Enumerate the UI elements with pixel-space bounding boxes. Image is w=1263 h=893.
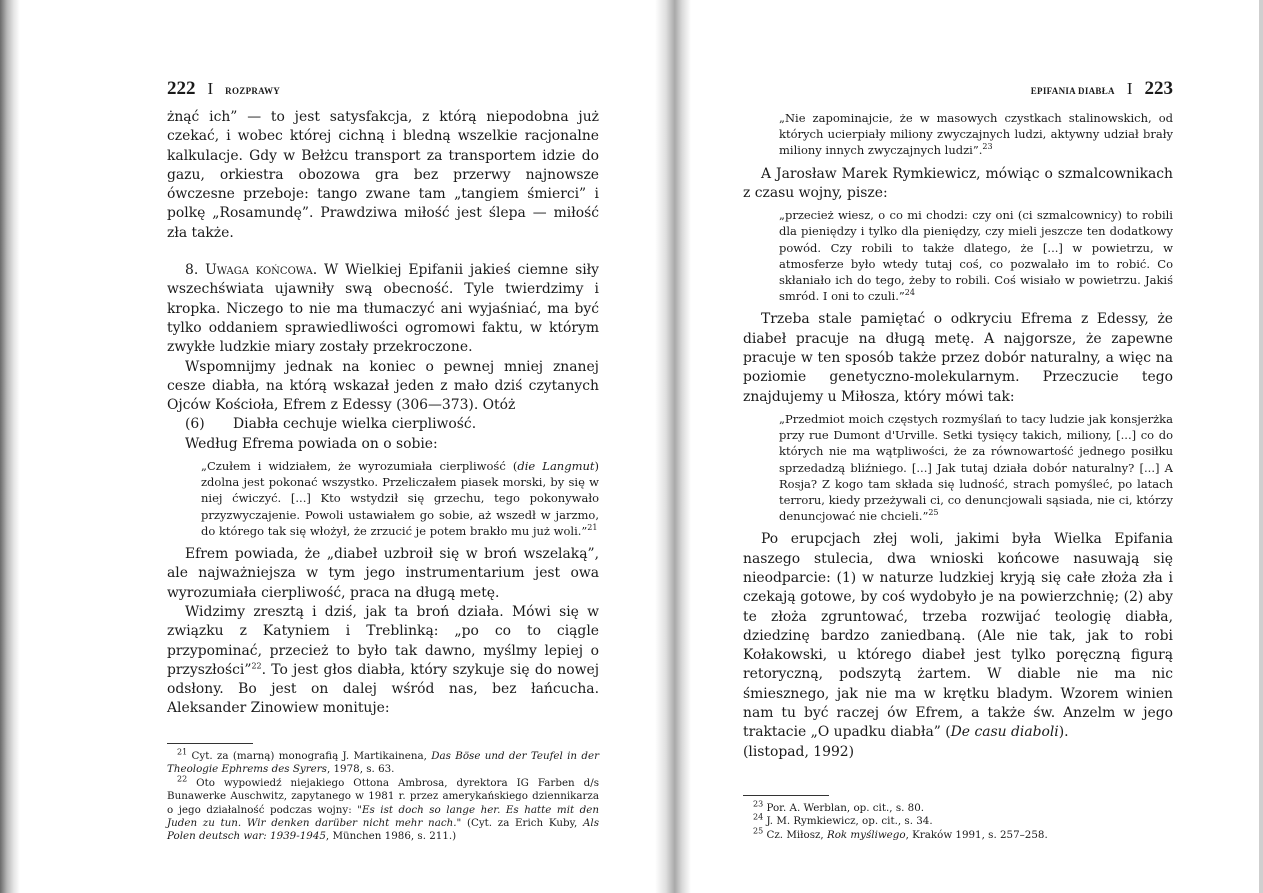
quote-text: „Przedmiot moich częstych rozmyślań to tacy ludzie jak konsjerżka przy rue Dumont d'Urville. Setki tysięcy takich, miliony, [...] co do których nie ma wątpliwości, że za równowartość jednego posiłku sprzedadzą bliźniego. [...] Jak tutaj działa dobór naturalny? [...] A Rosja? Z kogo tam składa się ludność, strach pomyśleć, po latach terroru, kiedy przeżywali ci, co denuncjowali sąsiada, nie ci, którzy denuncjować nie chcieli.”	[779, 411, 1173, 524]
right-body-text	[743, 110, 1173, 762]
numbered-example	[167, 415, 599, 434]
footnote-text: J. M. Rymkiewicz, op. cit., s. 34.	[766, 815, 933, 828]
left-page	[167, 78, 599, 719]
section-heading: Uwaga końcowa.	[205, 262, 318, 279]
section-number: 8.	[185, 262, 199, 279]
footnote-ref: 25	[928, 508, 939, 518]
right-page-number: 223	[1144, 78, 1173, 99]
footnote-italic: Das Böse und der Teufel in der Theologie Ephrems des Syrers	[167, 750, 599, 776]
example-text: Diabła cechuje wielka cierpliwość.	[233, 416, 477, 433]
right-section-title: EPIFANIA DIABŁA	[1030, 86, 1115, 96]
footnote-number: 23	[753, 799, 764, 809]
paragraph: Wspomnijmy jednak na koniec o pewnej mniej znanej cesze diabła, na którą wskazał jeden z mało dziś czytanych Ojców Kościoła, Efrem z Edessy (306—373). Otóż	[167, 358, 599, 414]
footnote-text: , München 1986, s. 211.)	[325, 830, 457, 843]
header-separator: I	[207, 79, 214, 98]
footnote-text: (Cyt. za Erich Kuby,	[461, 817, 583, 830]
footnote-ref: 21	[587, 523, 598, 533]
footnote-italic: Als Polen deutsch war: 1939-1945	[167, 817, 599, 843]
paragraph: A Jarosław Marek Rymkiewicz, mówiąc o szmalcownikach z czasu wojny, pisze:	[743, 165, 1173, 201]
footnote-italic: "Es ist doch so lange her. Es hatte mit den Juden zu tun. Wir denken darüber nicht mehr nach."	[167, 803, 599, 830]
footnote-24	[743, 812, 1173, 828]
footnote-23	[743, 799, 1173, 815]
footnote-number: 22	[177, 774, 188, 784]
quote-text: „przecież wiesz, o co mi chodzi: czy oni (ci szmalcownicy) to robili dla pieniędzy i tylko dla pieniędzy, czy mieli jeszcze ten dodatkowy powód. Czy robili to także dlatego, że [...] w powietrzu, w atmosferze było wtedy tutaj coś, co pozwalało im to robić. Co skłaniało ich do tego, żeby to robili. Coś wisiało w powietrzu. Jakiś smród. I oni to czuli.”	[779, 208, 1173, 304]
paragraph-text: Widzimy zresztą i dziś, jak ta broń działa. Mówi się w związku z Katyniem i Treblinką: „po co to ciągle przypominać, przecież to było tak dawno, myślmy lepiej o przyszłości”	[167, 603, 599, 678]
block-quote-rymkiewicz	[779, 207, 1173, 304]
book-edge-right	[1259, 0, 1263, 893]
right-page	[743, 78, 1173, 762]
footnote-text: Por. A. Werblan, op. cit., s. 80.	[766, 802, 925, 814]
right-footnotes	[743, 795, 1173, 842]
footnote-rule	[167, 743, 253, 744]
footnote-text: Cz. Miłosz,	[766, 828, 827, 841]
quote-text: „Nie zapominajcie, że w masowych czystkach stalinowskich, od których ucierpiały miliony zwyczajnych ludzi, aktywny udział brały miliony innych zwyczajnych ludzi”.	[779, 111, 1173, 158]
date-line: (listopad, 1992)	[743, 743, 855, 760]
left-body-text	[167, 108, 599, 719]
footnote-number: 21	[177, 747, 188, 757]
quote-text: ) zdolna jest pokonać wszystko. Przeliczałem piasek morski, by się w niej ćwiczyć. [...] Kto wstydził się grzechu, tego pokonywało przyzwyczajenie. Powoli ustawiałem go sobie, aż wszedł w jarzmo, do którego tak się włożył, że zrzucić je potem brakło mu już woli.”	[201, 459, 599, 538]
left-section-title: ROZPRAWY	[225, 86, 281, 96]
left-footnotes	[167, 743, 599, 844]
footnote-number: 25	[753, 826, 764, 836]
header-separator: I	[1126, 79, 1133, 98]
paragraph-text: . To jest głos diabła, który szykuje się do nowej odsłony. Bo jest on dalej wśród nas, bez łańcucha. Aleksander Zinowiew monituje:	[167, 661, 599, 717]
quote-text: „Czułem i widziałem, że wyrozumiała cierpliwość (	[201, 459, 518, 474]
paragraph: Efrem powiada, że „diabeł uzbroił się w broń wszelaką”, ale najważniejsza w tym jego instrumentarium jest owa wyrozumiała cierpliwość, praca na długą metę.	[167, 546, 599, 601]
footnote-text: , 1978, s. 63.	[326, 763, 395, 776]
block-quote-milosz	[779, 411, 1173, 524]
left-running-head	[167, 78, 599, 108]
book-spine-shadow-left	[0, 0, 20, 893]
footnote-ref: 24	[904, 288, 915, 298]
footnote-text: Oto wypowiedź niejakiego Ottona Ambrosa, dyrektora IG Farben d/s Bunawerke Auschwitz, zapytanego w 1981 r. przez amerykańskiego dziennikarza o jego działalność podczas wojny:	[167, 776, 599, 816]
paragraph: żnąć ich” — to jest satysfakcja, z którą niepodobna już czekać, i wobec której cichną i bledną wszelkie racjonalne kalkulacje. Gdy w Bełżcu transport za transportem idzie do gazu, orkiestra obozowa gra bez przerwy najnowsze ówczesne przeboje: tango zwane tam „tangiem śmierci” i polkę „Rosamundę”. Prawdziwa miłość jest ślepa — miłość zła także.	[167, 109, 599, 241]
paragraph: Według Efrema powiada on o sobie:	[185, 435, 438, 452]
footnote-25	[743, 826, 1173, 842]
section-8-paragraph	[167, 261, 599, 357]
paragraph	[167, 603, 599, 719]
footnote-ref: 22	[251, 661, 262, 671]
paragraph-text: ).	[1058, 724, 1069, 741]
footnote-ref: 23	[982, 142, 993, 152]
footnote-rule	[743, 795, 829, 796]
book-gutter-shadow	[655, 0, 691, 893]
footnote-text: , Kraków 1991, s. 257–258.	[905, 828, 1048, 841]
footnote-21	[167, 747, 599, 777]
footnote-text: Cyt. za (marną) monografią J. Martikainena,	[191, 750, 432, 762]
paragraph: Trzeba stale pamiętać o odkryciu Efrema z Edessy, że diabeł pracuje na długą metę. A najgorsze, że zapewne pracuje w ten sposób także przez dobór naturalny, a więc na poziomie genetyczno-molekularnym. Przeczucie tego znajdujemy u Miłosza, który mówi tak:	[743, 311, 1173, 405]
block-quote-zinowiew	[779, 110, 1173, 159]
example-number: (6)	[185, 416, 205, 433]
paragraph-italic: De casu diaboli	[950, 724, 1059, 741]
right-running-head	[743, 78, 1173, 108]
footnote-22	[167, 774, 599, 844]
footnote-italic: Rok myśliwego	[826, 828, 906, 841]
paragraph-text: W Wielkiej Epifanii jakieś ciemne siły wszechświata ujawniły swą obecność. Tyle twierdzimy i kropka. Niczego to nie ma tłumaczyć ani wyjaśniać, ma być tylko oddaniem sprawiedliwości ogromowi faktu, w którym zwykłe ludzkie miary zostały przekroczone.	[167, 262, 599, 356]
left-page-number: 222	[167, 78, 196, 99]
paragraph-text: Po erupcjach złej woli, jakimi była Wielka Epifania naszego stulecia, dwa wnioski końcowe nasuwają się nieodparcie: (1) w naturze ludzkiej kryją się całe złoża zła i czekają gotowe, by coś wydobyło je na powierzchnię; (2) aby te złoża zgruntować, trzeba rozwijać teologię diabła, dziedzinę bardzo zaniedbaną. (Ale nie tak, jak to robi Kołakowski, u którego diabeł jest tylko poręczną figurą retoryczną, podszytą żartem. W diable nie ma nic śmiesznego, jak nie ma w krętku bladym. Wzorem winien nam tu być raczej ów Efrem, a także św. Anzelm w jego traktacie „O upadku diabła” (	[743, 531, 1173, 741]
block-quote-efrem	[201, 458, 599, 539]
quote-italic-term: die Langmut	[517, 459, 595, 474]
footnote-number: 24	[753, 812, 764, 822]
paragraph	[743, 530, 1173, 742]
